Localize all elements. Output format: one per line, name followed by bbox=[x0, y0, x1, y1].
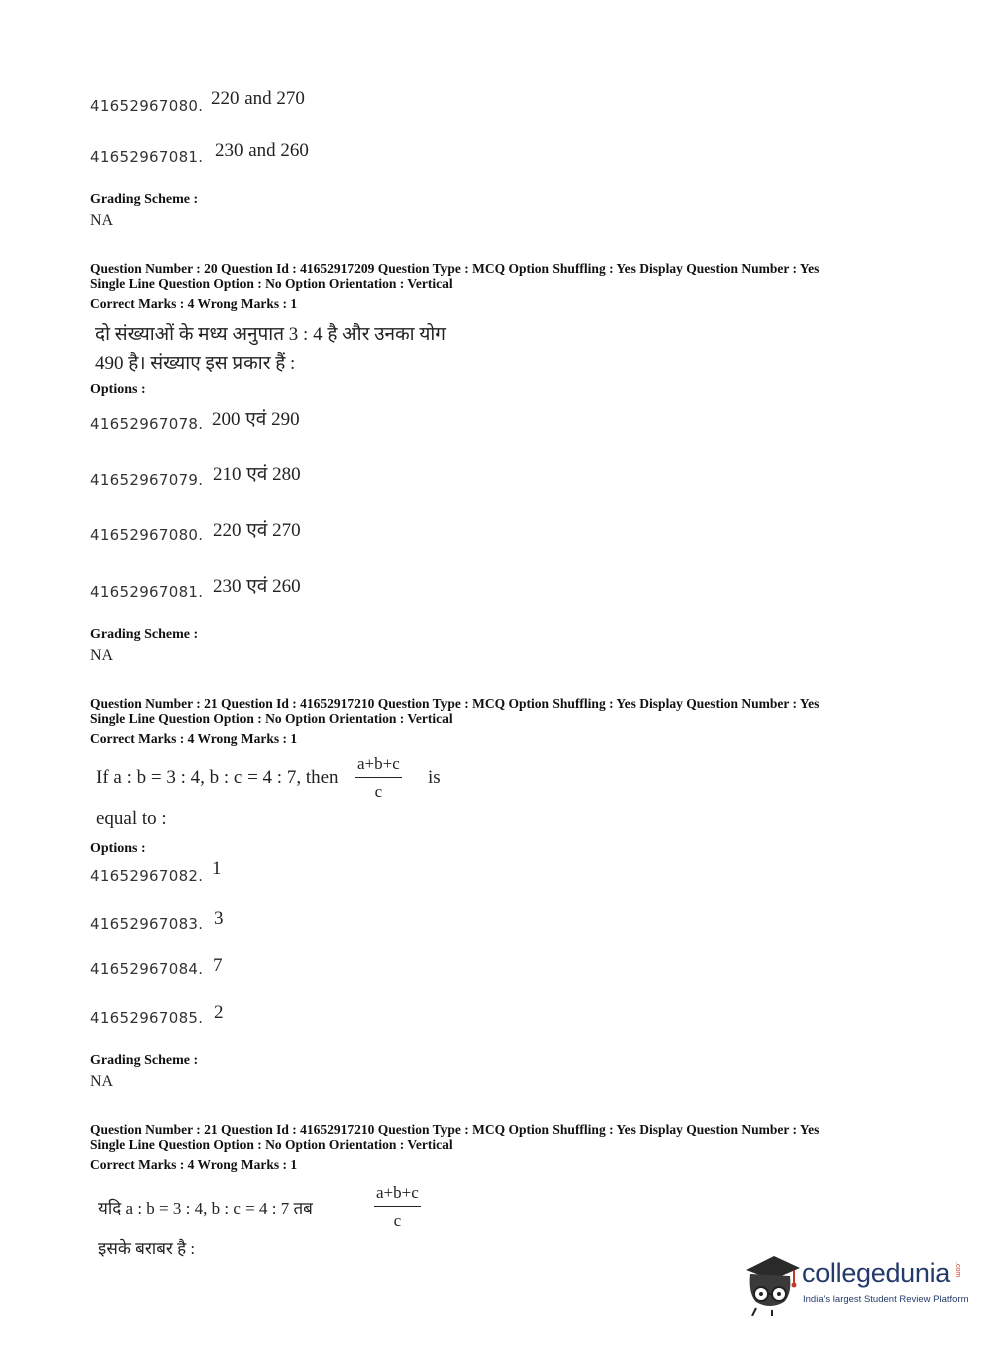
question-text: यदि a : b = 3 : 4, b : c = 4 : 7 तब bbox=[98, 1199, 313, 1218]
option-text: 210 एवं 280 bbox=[213, 464, 301, 485]
question-marks: Correct Marks : 4 Wrong Marks : 1 bbox=[90, 1157, 298, 1172]
option-text: 230 and 260 bbox=[215, 140, 309, 161]
question-meta-line: Question Number : 21 Question Id : 41652917210 Question Type : MCQ Option Shuffling : Yes Display Question Number : Yes bbox=[90, 1122, 820, 1137]
option-text: 2 bbox=[214, 1002, 224, 1023]
question-text: If a : b = 3 : 4, b : c = 4 : 7, then bbox=[96, 767, 339, 788]
fraction-denominator: c bbox=[393, 1211, 402, 1230]
grading-label: Grading Scheme : bbox=[90, 192, 199, 207]
option-id: 41652967080. bbox=[90, 97, 204, 115]
option-text: 7 bbox=[213, 955, 223, 976]
option-id: 41652967085. bbox=[90, 1009, 204, 1027]
option-id: 41652967080. bbox=[90, 526, 204, 544]
option-text: 200 एवं 290 bbox=[212, 409, 300, 430]
logo-tagline: India's largest Student Review Platform bbox=[803, 1294, 969, 1305]
question-text: is bbox=[428, 767, 441, 788]
option-id: 41652967079. bbox=[90, 471, 204, 489]
question-meta-line: Single Line Question Option : No Option Orientation : Vertical bbox=[90, 1137, 453, 1152]
option-text: 3 bbox=[214, 908, 224, 929]
question-text: दो संख्याओं के मध्य अनुपात 3 : 4 है और उनका योग bbox=[95, 324, 446, 345]
fraction-numerator: a+b+c bbox=[374, 1183, 421, 1207]
option-id: 41652967084. bbox=[90, 960, 204, 978]
collegedunia-logo bbox=[742, 1250, 972, 1316]
grading-label: Grading Scheme : bbox=[90, 1053, 199, 1068]
options-label: Options : bbox=[90, 382, 146, 397]
fraction-numerator: a+b+c bbox=[355, 754, 402, 778]
grading-label: Grading Scheme : bbox=[90, 627, 199, 642]
fraction-denominator: c bbox=[374, 782, 383, 801]
question-text: equal to : bbox=[96, 808, 167, 829]
question-meta-line: Question Number : 21 Question Id : 41652917210 Question Type : MCQ Option Shuffling : Yes Display Question Number : Yes bbox=[90, 696, 820, 711]
logo-wordmark: collegedunia bbox=[802, 1258, 951, 1288]
option-id: 41652967078. bbox=[90, 415, 204, 433]
logo-com: .com bbox=[954, 1262, 961, 1278]
question-text: 490 है। संख्याए इस प्रकार हैं : bbox=[95, 353, 296, 374]
grading-value: NA bbox=[90, 1073, 114, 1090]
question-meta-line: Question Number : 20 Question Id : 41652917209 Question Type : MCQ Option Shuffling : Yes Display Question Number : Yes bbox=[90, 261, 820, 276]
question-marks: Correct Marks : 4 Wrong Marks : 1 bbox=[90, 731, 298, 746]
question-text: इसके बराबर है : bbox=[98, 1239, 196, 1258]
option-text: 1 bbox=[212, 858, 222, 879]
option-text: 230 एवं 260 bbox=[213, 576, 301, 597]
option-text: 220 एवं 270 bbox=[213, 520, 301, 541]
grading-value: NA bbox=[90, 647, 114, 664]
grading-value: NA bbox=[90, 212, 114, 229]
question-marks: Correct Marks : 4 Wrong Marks : 1 bbox=[90, 296, 298, 311]
options-label: Options : bbox=[90, 841, 146, 856]
question-meta-line: Single Line Question Option : No Option Orientation : Vertical bbox=[90, 276, 453, 291]
option-text: 220 and 270 bbox=[211, 88, 305, 109]
option-id: 41652967082. bbox=[90, 867, 204, 885]
option-id: 41652967083. bbox=[90, 915, 204, 933]
question-meta-line: Single Line Question Option : No Option Orientation : Vertical bbox=[90, 711, 453, 726]
student-mascot-icon bbox=[742, 1250, 802, 1316]
fraction bbox=[355, 754, 402, 802]
option-id: 41652967081. bbox=[90, 583, 204, 601]
option-id: 41652967081. bbox=[90, 148, 204, 166]
fraction bbox=[374, 1183, 421, 1231]
